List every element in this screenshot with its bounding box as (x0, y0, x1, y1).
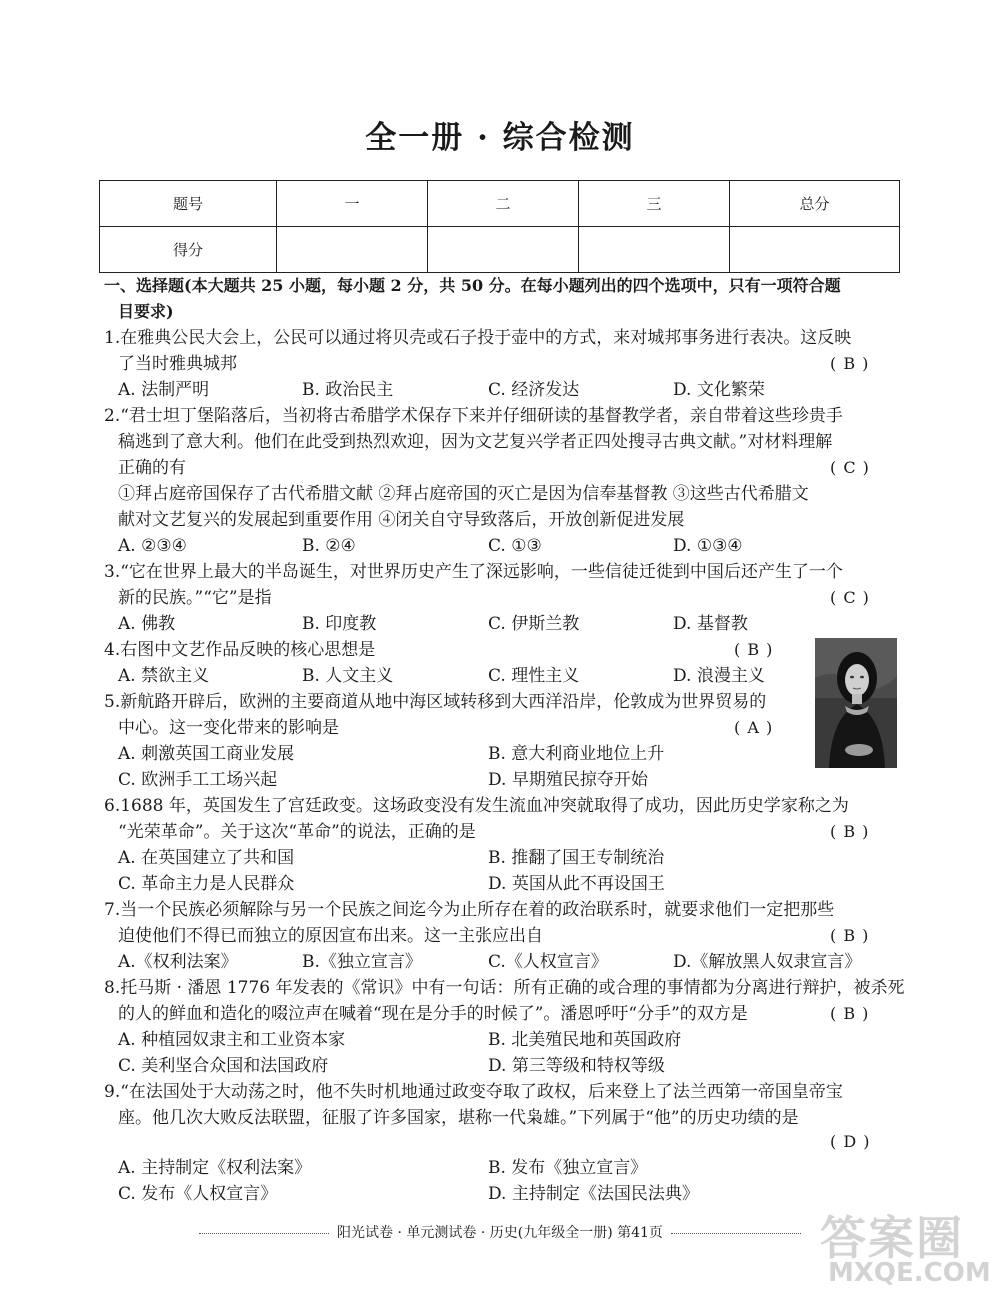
score-header-cell: 题号 (100, 181, 277, 227)
score-header-cell: 总分 (730, 181, 900, 227)
question-8-option: A. 种植园奴隶主和工业资本家 (118, 1030, 346, 1050)
question-5-option: C. 欧洲手工工场兴起 (118, 770, 278, 790)
question-7-option: A.《权利法案》 (118, 952, 238, 972)
footer-dots-right (671, 1233, 801, 1234)
score-table (99, 180, 900, 273)
question-7-line: 7.当一个民族必须解除与另一个民族之间迄今为止所存在着的政治联系时，就要求他们一定把那些 (104, 900, 835, 920)
watermark-text: 答案圈 (820, 1211, 964, 1265)
page-title: 全一册 · 综合检测 (365, 120, 635, 156)
question-4-option: B. 人文主义 (302, 666, 394, 686)
question-9-option: C. 发布《人权宣言》 (118, 1184, 278, 1204)
score-cell[interactable] (428, 227, 579, 273)
question-7-option: D.《解放黑人奴隶宣言》 (673, 952, 862, 972)
score-header-cell: 三 (579, 181, 730, 227)
question-9-option: D. 主持制定《法国民法典》 (488, 1184, 699, 1204)
question-1-line: 了当时雅典城邦 (118, 354, 237, 374)
question-8-option: C. 美利坚合众国和法国政府 (118, 1056, 329, 1076)
footer-text: 阳光试卷 · 单元测试卷 · 历史(九年级全一册) 第41页 (337, 1225, 663, 1241)
watermark-subtext: MXQE.COM (828, 1258, 991, 1288)
question-2-option: B. ②④ (302, 536, 356, 556)
question-3-option: C. 伊斯兰教 (488, 614, 580, 634)
question-1-option: B. 政治民主 (302, 380, 394, 400)
question-8-line: 的人的鲜血和造化的啜泣声在喊着“现在是分手的时候了”。潘恩呼吁“分手”的双方是 (118, 1004, 748, 1024)
question-8-line: 8.托马斯 · 潘恩 1776 年发表的《常识》中有一句话：所有正确的或合理的事情都为分离进行辩护，被杀死 (104, 978, 905, 998)
question-7-option: B.《独立宣言》 (302, 952, 422, 972)
question-8-option: B. 北美殖民地和英国政府 (488, 1030, 682, 1050)
question-4-line: 4.右图中文艺作品反映的核心思想是 (104, 640, 376, 660)
question-2-line: 献对文艺复兴的发展起到重要作用 ④闭关自守导致落后，开放创新促进发展 (118, 510, 685, 530)
question-2-answer: ( C ) (830, 458, 870, 477)
question-2-option: A. ②③④ (118, 536, 187, 556)
question-2-line: 正确的有 (118, 458, 186, 478)
question-9-option: B. 发布《独立宣言》 (488, 1158, 648, 1178)
section-heading-cont: 目要求) (118, 302, 174, 321)
question-5-line: 5.新航路开辟后，欧洲的主要商道从地中海区域转移到大西洋沿岸，伦敦成为世界贸易的 (104, 692, 767, 712)
question-1-answer: ( B ) (830, 354, 870, 373)
question-4-answer: ( B ) (734, 640, 774, 659)
score-row-label: 得分 (100, 227, 277, 273)
question-1-line: 1.在雅典公民大会上，公民可以通过将贝壳或石子投于壶中的方式，来对城邦事务进行表决。这反映 (104, 328, 852, 348)
question-4-option: C. 理性主义 (488, 666, 580, 686)
question-5-option: A. 刺激英国工商业发展 (118, 744, 295, 764)
question-1-option: A. 法制严明 (118, 380, 210, 400)
score-cell[interactable] (277, 227, 428, 273)
question-8-answer: ( B ) (830, 1004, 870, 1023)
question-2-option: C. ①③ (488, 536, 542, 556)
footer-dots-left (199, 1233, 329, 1234)
question-2-line: 稿逃到了意大利。他们在此受到热烈欢迎，因为文艺复兴学者正四处搜寻古典文献。”对材料理解 (118, 432, 833, 452)
question-5-answer: ( A ) (734, 718, 774, 737)
question-3-answer: ( C ) (830, 588, 870, 607)
question-1-option: D. 文化繁荣 (673, 380, 765, 400)
question-2-option: D. ①③④ (673, 536, 743, 556)
question-3-option: B. 印度教 (302, 614, 377, 634)
question-3-option: A. 佛教 (118, 614, 176, 634)
question-4-option: D. 浪漫主义 (673, 666, 765, 686)
score-cell[interactable] (730, 227, 900, 273)
question-5-line: 中心。这一变化带来的影响是 (118, 718, 339, 738)
question-9-line: 9.“在法国处于大动荡之时，他不失时机地通过政变夺取了政权，后来登上了法兰西第一帝国皇帝宝 (104, 1082, 843, 1102)
score-header-cell: 一 (277, 181, 428, 227)
question-1-option: C. 经济发达 (488, 380, 580, 400)
question-9-answer: ( D ) (830, 1132, 871, 1151)
question-8-option: D. 第三等级和特权等级 (488, 1056, 665, 1076)
painting-image (815, 638, 897, 768)
question-2-line: ①拜占庭帝国保存了古代希腊文献 ②拜占庭帝国的灭亡是因为信奉基督教 ③这些古代希腊文 (118, 484, 809, 504)
score-header-cell: 二 (428, 181, 579, 227)
question-3-option: D. 基督教 (673, 614, 748, 634)
question-6-option: A. 在英国建立了共和国 (118, 848, 295, 868)
question-5-option: B. 意大利商业地位上升 (488, 744, 665, 764)
score-table-header-row (100, 181, 900, 227)
question-9-option: A. 主持制定《权利法案》 (118, 1158, 312, 1178)
question-2-line: 2.“君士坦丁堡陷落后，当初将古希腊学术保存下来并仔细研读的基督教学者，亲自带着这些珍贵手 (104, 406, 843, 426)
question-9-line: 座。他几次大败反法联盟，征服了许多国家，堪称一代枭雄。”下列属于“他”的历史功绩的是 (118, 1108, 799, 1128)
score-cell[interactable] (579, 227, 730, 273)
question-7-line: 迫使他们不得已而独立的原因宣布出来。这一主张应出自 (118, 926, 543, 946)
question-6-answer: ( B ) (830, 822, 870, 841)
score-table-score-row (100, 227, 900, 273)
section-heading: 一、选择题(本大题共 25 小题，每小题 2 分，共 50 分。在每小题列出的四个选项中，只有一项符合题 (104, 276, 841, 295)
question-6-line: “光荣革命”。关于这次“革命”的说法，正确的是 (118, 822, 476, 842)
question-3-line: 新的民族。”“它”是指 (118, 588, 272, 608)
page-footer (130, 1222, 870, 1242)
question-6-option: B. 推翻了国王专制统治 (488, 848, 665, 868)
question-4-option: A. 禁欲主义 (118, 666, 210, 686)
question-3-line: 3.“它在世界上最大的半岛诞生，对世界历史产生了深远影响，一些信徒迁徙到中国后还产生了一个 (104, 562, 843, 582)
portrait-painting-icon (815, 638, 897, 768)
question-5-option: D. 早期殖民掠夺开始 (488, 770, 648, 790)
question-7-answer: ( B ) (830, 926, 870, 945)
question-6-line: 6.1688 年，英国发生了宫廷政变。这场政变没有发生流血冲突就取得了成功，因此历史学家称之为 (104, 796, 849, 816)
question-7-option: C.《人权宣言》 (488, 952, 608, 972)
watermark-logo (820, 1200, 995, 1295)
question-6-option: D. 英国从此不再设国王 (488, 874, 665, 894)
question-6-option: C. 革命主力是人民群众 (118, 874, 295, 894)
